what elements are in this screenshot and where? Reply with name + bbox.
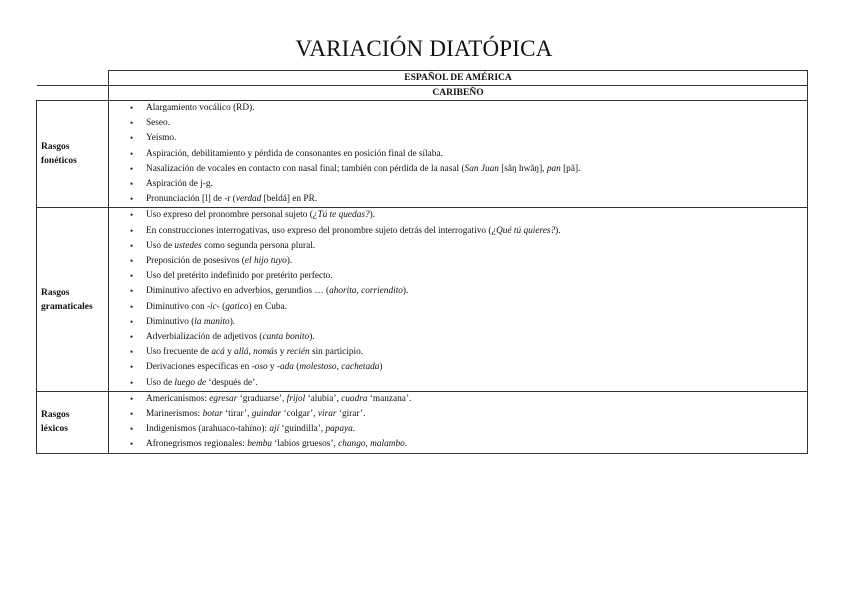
feature-item	[109, 177, 807, 192]
italic-term: frijol	[286, 393, 306, 404]
section-row-lexicos	[37, 391, 808, 453]
feature-item	[109, 345, 807, 360]
italic-term: gatico	[225, 301, 249, 312]
italic-term: recién	[286, 347, 310, 358]
item-text: Preposición de posesivos (	[146, 256, 245, 267]
italic-term: ¿Tú te quedas?	[312, 210, 370, 221]
italic-term: verdad	[235, 194, 262, 205]
italic-term: ají	[269, 424, 280, 435]
feature-item	[109, 300, 807, 315]
corner-cell	[37, 71, 109, 86]
italic-term: el hijo tuyo	[244, 256, 287, 267]
item-text: y -	[267, 362, 280, 373]
item-text: (	[293, 362, 300, 373]
item-text: Uso de	[146, 240, 175, 251]
feature-list	[109, 392, 807, 453]
italic-term: botar	[202, 409, 223, 420]
italic-term: cuadra	[341, 393, 368, 404]
italic-term: ustedes	[174, 240, 202, 251]
item-text: Marinerismos:	[146, 409, 203, 420]
italic-term: la manito	[194, 316, 230, 327]
section-label-line: Rasgos	[41, 410, 70, 421]
italic-term: guindar	[251, 409, 282, 420]
feature-item	[109, 360, 807, 375]
feature-item	[109, 116, 807, 131]
item-text: Diminutivo (	[146, 316, 195, 327]
feature-item	[109, 208, 807, 223]
item-text: (	[219, 301, 226, 312]
item-text: [pã].	[560, 163, 581, 174]
item-text: y	[277, 347, 287, 358]
features-table	[36, 70, 808, 454]
item-text: Uso expreso del pronombre personal sujeto (	[146, 210, 313, 221]
italic-term: egresar	[209, 393, 238, 404]
italic-term: luego de	[174, 377, 207, 388]
item-text: ).	[309, 332, 315, 343]
italic-term: ada	[280, 362, 294, 373]
feature-item	[109, 147, 807, 162]
section-label	[37, 101, 109, 208]
italic-term: ahorita, corriendito	[329, 286, 403, 297]
item-text: [sãŋ hwãŋ],	[498, 163, 547, 174]
item-text: ‘girar’.	[336, 409, 366, 420]
italic-term: papaya.	[325, 424, 356, 435]
feature-item	[109, 131, 807, 146]
feature-item	[109, 284, 807, 299]
item-text: Seseo.	[146, 118, 171, 129]
item-text: ) en Cuba.	[248, 301, 287, 312]
italic-term: ic-	[210, 301, 220, 312]
feature-list	[109, 208, 807, 390]
section-content	[109, 391, 808, 453]
section-label	[37, 208, 109, 391]
item-text: Derivaciones específicas en -	[146, 362, 255, 373]
italic-term: oso	[254, 362, 268, 373]
section-label-line: fonéticos	[41, 156, 77, 167]
item-text: Americanismos:	[146, 393, 210, 404]
feature-item	[109, 254, 807, 269]
italic-term: acá	[211, 347, 225, 358]
item-text: Uso frecuente de	[146, 347, 212, 358]
italic-term: pan	[546, 163, 561, 174]
item-text: Uso de	[146, 377, 175, 388]
italic-term: bemba	[247, 439, 273, 450]
item-text: Diminutivo con -	[146, 301, 211, 312]
italic-term: allá	[234, 347, 249, 358]
item-text: ‘guindilla’,	[279, 424, 326, 435]
item-text: Pronunciación [l] de -r (	[146, 194, 236, 205]
feature-item	[109, 224, 807, 239]
item-text: Adverbialización de adjetivos (	[146, 332, 263, 343]
item-text: ).	[369, 210, 376, 221]
region-header: ESPAÑOL DE AMÉRICA	[109, 71, 808, 86]
section-row-gramaticales	[37, 208, 808, 391]
item-text: ‘labios gruesos’,	[272, 439, 339, 450]
feature-item	[109, 101, 807, 116]
item-text: ,	[365, 439, 371, 450]
item-text: Alargamiento vocálico (RD).	[146, 103, 255, 113]
item-text: como segunda persona plural.	[201, 240, 316, 251]
section-content	[109, 208, 808, 391]
feature-item	[109, 330, 807, 345]
section-label-line: léxicos	[41, 424, 68, 435]
italic-term: virar	[317, 409, 337, 420]
item-text: ‘después de’.	[206, 377, 258, 388]
item-text: ).	[555, 225, 561, 236]
item-text: Aspiración de j-g.	[146, 179, 213, 190]
section-label-line: Rasgos	[41, 287, 70, 298]
feature-item	[109, 162, 807, 177]
corner-cell	[37, 86, 109, 101]
item-text: Yeísmo.	[146, 133, 177, 144]
item-text: ‘tirar’,	[222, 409, 252, 420]
feature-item	[109, 376, 807, 391]
italic-term: molestoso, cachetada	[299, 362, 380, 373]
item-text: ‘graduarse’,	[237, 393, 287, 404]
item-text: )	[379, 362, 383, 373]
subregion-header: CARIBEÑO	[109, 86, 808, 101]
item-text: Uso del pretérito indefinido por pretérito perfecto.	[146, 271, 333, 282]
item-text: ‘manzana’.	[367, 393, 412, 404]
italic-term: malambo	[370, 439, 405, 450]
page-title: VARIACIÓN DIATÓPICA	[295, 36, 553, 61]
italic-term: ¿Qué tú quieres?	[491, 225, 556, 236]
section-row-foneticos	[37, 101, 808, 208]
feature-item	[109, 315, 807, 330]
item-text: y	[224, 347, 235, 358]
item-text: sin participio.	[309, 347, 364, 358]
feature-item	[109, 192, 807, 207]
feature-item	[109, 392, 807, 407]
item-text: ‘colgar’,	[281, 409, 318, 420]
section-label-line: Rasgos	[41, 142, 70, 153]
subheader-row	[37, 86, 808, 101]
italic-term: canta bonito	[262, 332, 310, 343]
section-label	[37, 391, 109, 453]
feature-list	[109, 101, 807, 207]
italic-term: chango	[338, 439, 366, 450]
header-row	[37, 71, 808, 86]
feature-item	[109, 422, 807, 437]
item-text: [beldá] en PR.	[261, 194, 318, 205]
item-text: Afronegrismos regionales:	[146, 439, 248, 450]
section-label-line: gramaticales	[41, 301, 93, 312]
item-text: ‘alubia’,	[305, 393, 342, 404]
item-text: ).	[402, 286, 409, 297]
item-text: Aspiración, debilitamiento y pérdida de consonantes en posición final de sílaba.	[146, 148, 443, 159]
item-text: ,	[248, 347, 254, 358]
item-text: En construcciones interrogativas, uso expreso del pronombre sujeto detrás del interrogativo (	[146, 225, 492, 236]
item-text: Indigenismos (arahuaco-tahíno):	[146, 424, 270, 435]
item-text: Diminutivo afectivo en adverbios, gerundios … (	[146, 286, 330, 297]
feature-item	[109, 239, 807, 254]
italic-term: nomás	[253, 347, 278, 358]
item-text: .	[404, 439, 408, 450]
italic-term: San Juan	[464, 163, 499, 174]
feature-item	[109, 437, 807, 452]
feature-item	[109, 407, 807, 422]
section-content	[109, 101, 808, 208]
feature-item	[109, 269, 807, 284]
item-text: ).	[229, 316, 236, 327]
item-text: Nasalización de vocales en contacto con nasal final; también con pérdida de la nasal (	[146, 163, 465, 174]
item-text: ).	[286, 256, 293, 267]
